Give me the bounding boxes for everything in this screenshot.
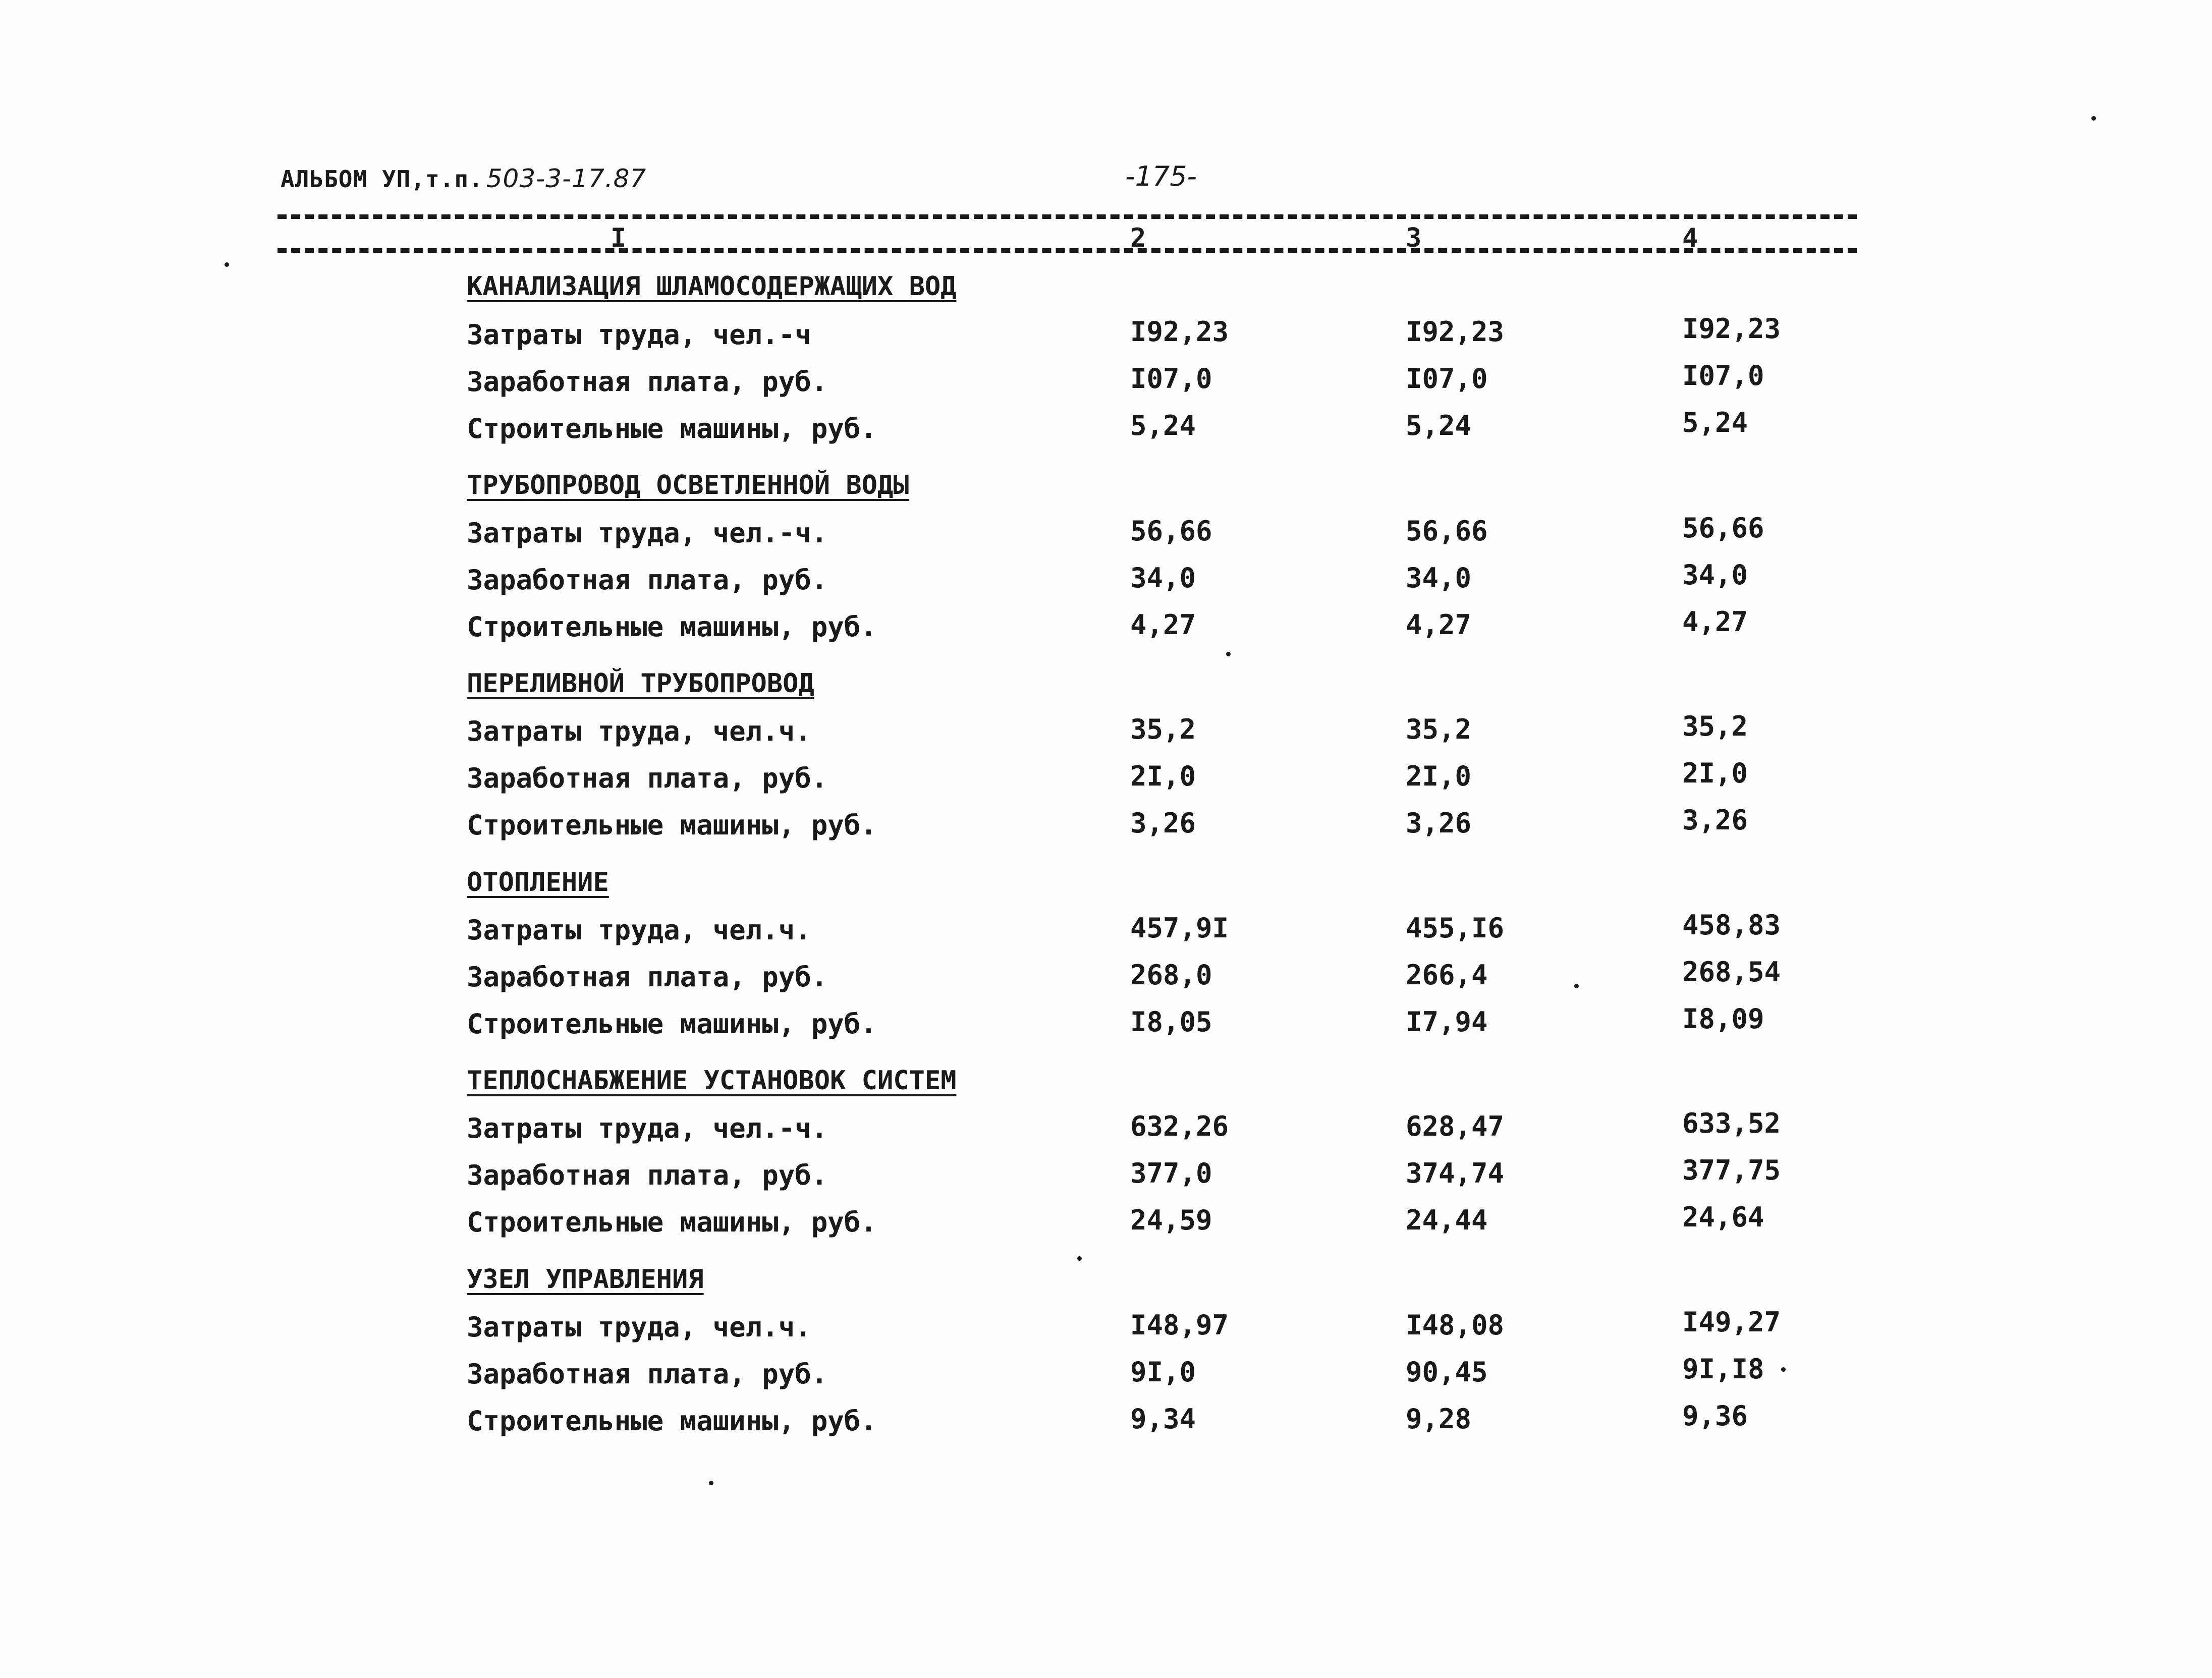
column-header-1: I: [611, 223, 627, 253]
cell-value: I92,23: [1406, 316, 1505, 348]
cell-value: I7,94: [1406, 1006, 1488, 1038]
album-header: [281, 164, 646, 193]
cell-value: 90,45: [1406, 1356, 1488, 1388]
cell-value: 632,26: [1130, 1110, 1229, 1142]
row-label: Строительные машины, руб.: [467, 809, 877, 841]
cell-value: 9I,I8: [1682, 1353, 1764, 1385]
scan-speck: [1574, 984, 1579, 988]
cell-value: I92,23: [1130, 316, 1229, 348]
cell-value: 34,0: [1682, 559, 1748, 591]
cell-value: I8,09: [1682, 1003, 1764, 1035]
row-label: Заработная плата, руб.: [467, 1159, 828, 1191]
row-label: Заработная плата, руб.: [467, 1358, 828, 1390]
cell-value: 3,26: [1130, 807, 1196, 839]
cell-value: 5,24: [1682, 407, 1748, 438]
cell-value: 4,27: [1682, 606, 1748, 638]
section-title: КАНАЛИЗАЦИЯ ШЛАМОСОДЕРЖАЩИХ ВОД: [467, 271, 957, 302]
row-label: Строительные машины, руб.: [467, 413, 877, 444]
cell-value: 457,9I: [1130, 912, 1229, 944]
section-title: ТЕПЛОСНАБЖЕНИЕ УСТАНОВОК СИСТЕМ: [467, 1066, 957, 1096]
cell-value: I07,0: [1682, 360, 1764, 391]
cell-value: I8,05: [1130, 1006, 1212, 1038]
cell-value: 266,4: [1406, 959, 1488, 991]
row-label: Затраты труда, чел.ч.: [467, 715, 811, 747]
cell-value: 56,66: [1130, 515, 1212, 547]
cell-value: 24,59: [1130, 1204, 1212, 1236]
cell-value: 377,0: [1130, 1157, 1212, 1189]
table-top-rule: [278, 214, 1857, 219]
row-label: Затраты труда, чел.-ч.: [467, 517, 828, 549]
scan-speck: [709, 1481, 713, 1485]
cell-value: 24,64: [1682, 1201, 1764, 1233]
cell-value: 268,0: [1130, 959, 1212, 991]
cell-value: I07,0: [1130, 363, 1212, 395]
cell-value: 374,74: [1406, 1157, 1505, 1189]
row-label: Строительные машины, руб.: [467, 1206, 877, 1238]
cell-value: I49,27: [1682, 1306, 1781, 1338]
cell-value: 35,2: [1406, 713, 1472, 745]
cell-value: 2I,0: [1682, 757, 1748, 789]
row-label: Заработная плата, руб.: [467, 564, 828, 596]
row-label: Строительные машины, руб.: [467, 1405, 877, 1437]
cell-value: 268,54: [1682, 956, 1781, 988]
cell-value: 3,26: [1406, 807, 1472, 839]
cell-value: 9I,0: [1130, 1356, 1196, 1388]
cell-value: 56,66: [1406, 515, 1488, 547]
row-label: Затраты труда, чел.-ч.: [467, 1112, 828, 1144]
cell-value: 35,2: [1130, 713, 1196, 745]
cell-value: 628,47: [1406, 1110, 1505, 1142]
row-label: Затраты труда, чел.-ч: [467, 319, 811, 351]
row-label: Затраты труда, чел.ч.: [467, 914, 811, 946]
scan-speck: [1226, 652, 1231, 656]
column-header-4: 4: [1682, 223, 1698, 253]
album-label: АЛЬБОМ УП,т.п.: [281, 165, 483, 193]
row-label: Заработная плата, руб.: [467, 366, 828, 398]
cell-value: 4,27: [1130, 609, 1196, 641]
cell-value: 458,83: [1682, 909, 1781, 941]
cell-value: 377,75: [1682, 1154, 1781, 1186]
cell-value: 2I,0: [1406, 760, 1472, 792]
cell-value: 56,66: [1682, 512, 1764, 544]
cell-value: 633,52: [1682, 1107, 1781, 1139]
page-number: -175-: [1125, 160, 1197, 192]
column-header-2: 2: [1130, 223, 1146, 253]
table-header-rule: [278, 248, 1857, 253]
cell-value: 2I,0: [1130, 760, 1196, 792]
scan-speck: [1077, 1256, 1082, 1261]
cell-value: 34,0: [1406, 562, 1472, 594]
cell-value: 455,I6: [1406, 912, 1505, 944]
cell-value: 34,0: [1130, 562, 1196, 594]
row-label: Заработная плата, руб.: [467, 762, 828, 794]
cell-value: 5,24: [1406, 410, 1472, 441]
row-label: Заработная плата, руб.: [467, 961, 828, 993]
row-label: Строительные машины, руб.: [467, 1008, 877, 1040]
cell-value: 24,44: [1406, 1204, 1488, 1236]
section-title: УЗЕЛ УПРАВЛЕНИЯ: [467, 1264, 704, 1295]
cell-value: 5,24: [1130, 410, 1196, 441]
cell-value: 9,34: [1130, 1403, 1196, 1435]
cell-value: 4,27: [1406, 609, 1472, 641]
scan-speck: [2091, 116, 2096, 121]
section-title: ТРУБОПРОВОД ОСВЕТЛЕННОЙ ВОДЫ: [467, 470, 909, 500]
column-header-3: 3: [1406, 223, 1422, 253]
cell-value: I48,08: [1406, 1309, 1505, 1341]
cell-value: I92,23: [1682, 313, 1781, 345]
cell-value: 3,26: [1682, 804, 1748, 836]
cell-value: I07,0: [1406, 363, 1488, 395]
scan-speck: [1781, 1367, 1786, 1372]
row-label: Строительные машины, руб.: [467, 611, 877, 643]
scan-speck: [225, 262, 229, 267]
section-title: ПЕРЕЛИВНОЙ ТРУБОПРОВОД: [467, 668, 814, 699]
section-title: ОТОПЛЕНИЕ: [467, 867, 609, 898]
cell-value: I48,97: [1130, 1309, 1229, 1341]
cell-value: 9,36: [1682, 1400, 1748, 1432]
series-number: 503-3-17.87: [486, 164, 647, 193]
row-label: Затраты труда, чел.ч.: [467, 1311, 811, 1343]
cell-value: 9,28: [1406, 1403, 1472, 1435]
cell-value: 35,2: [1682, 710, 1748, 742]
